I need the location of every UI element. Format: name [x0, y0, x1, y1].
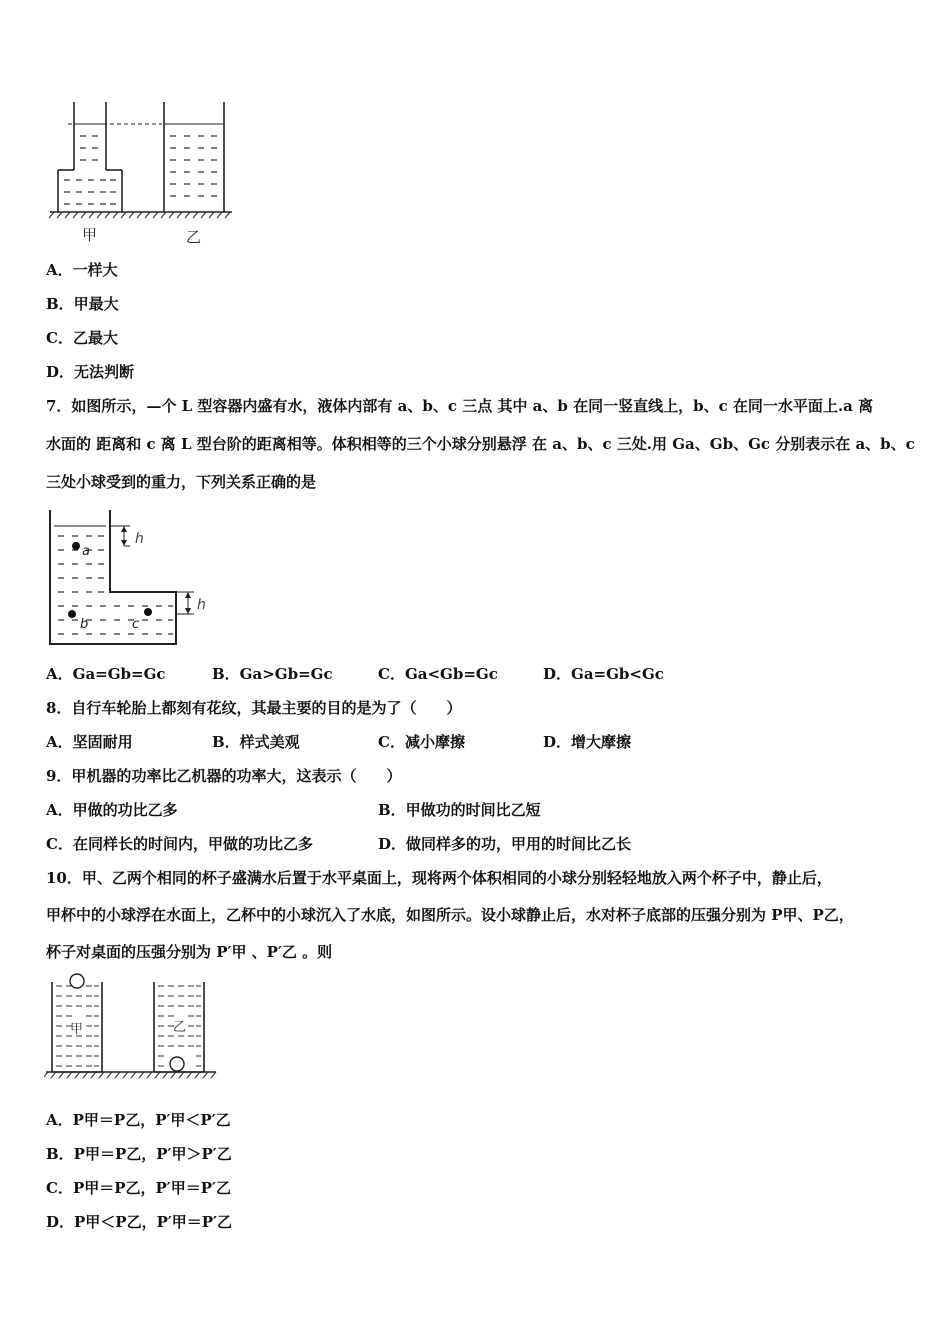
q8-stem: 8．自行车轮胎上都刻有花纹，其最主要的目的是为了（ ） [46, 699, 462, 717]
fig6-label-jia: 甲 [82, 226, 98, 244]
q6-option-a: A．一样大 [46, 261, 118, 279]
q10-stem-line2: 甲杯中的小球浮在水面上，乙杯中的小球沉入了水底，如图所示。设小球静止后，水对杯子底部的压强分别为 P甲、P乙， [46, 906, 854, 924]
q6-option-c: C．乙最大 [46, 329, 118, 347]
q7-fig-label-a: a [82, 544, 90, 559]
q9-option-c: C．在同样长的时间内，甲做的功比乙多 [46, 835, 313, 853]
fig6-label-yi: 乙 [186, 228, 202, 246]
q7-option-c: C．Ga<Gb=Gc [378, 665, 498, 683]
q7-stem-line1: 7．如图所示，—个 L 型容器内盛有水，液体内部有 a、b、c 三点 其中 a、b 在同一竖直线上，b、c 在同一水平面上.a 离 [46, 397, 874, 415]
q9-option-d: D．做同样多的功，甲用的时间比乙长 [378, 835, 632, 853]
q10-fig-label-jia: 甲 [70, 1022, 84, 1037]
q6-option-d: D．无法判断 [46, 363, 135, 381]
q9-stem: 9．甲机器的功率比乙机器的功率大，这表示（ ） [46, 767, 402, 785]
q7-fig-label-c: c [132, 617, 140, 632]
q9-option-a: A．甲做的功比乙多 [46, 801, 178, 819]
q10-stem-line1: 10．甲、乙两个相同的杯子盛满水后置于水平桌面上，现将两个体积相同的小球分别轻轻地放入两个杯子中，静止后， [46, 869, 832, 887]
q7-fig-label-h1: h [135, 531, 144, 547]
q7-fig-label-b: b [80, 617, 89, 632]
q10-fig-label-yi: 乙 [173, 1020, 187, 1035]
q10-option-c: C．P甲＝P乙，P′甲＝P′乙 [46, 1179, 231, 1197]
figure-q6-containers [44, 96, 244, 248]
q7-option-b: B．Ga>Gb=Gc [212, 665, 333, 683]
q10-option-b: B．P甲＝P乙，P′甲＞P′乙 [46, 1145, 232, 1163]
q7-stem-line3: 三处小球受到的重力，下列关系正确的是 [46, 473, 317, 491]
q8-option-a: A．坚固耐用 [46, 733, 133, 751]
q7-option-d: D．Ga=Gb<Gc [543, 665, 664, 683]
q7-fig-label-h2: h [197, 597, 206, 613]
q7-option-a: A．Ga=Gb=Gc [46, 665, 166, 683]
figure-q7-l-container [44, 506, 224, 650]
q10-stem-line3: 杯子对桌面的压强分别为 P′甲 、P′乙 。则 [46, 943, 333, 961]
q8-option-b: B．样式美观 [212, 733, 300, 751]
q6-option-b: B．甲最大 [46, 295, 119, 313]
q10-option-a: A．P甲＝P乙，P′甲＜P′乙 [46, 1111, 231, 1129]
q7-stem-line2: 水面的 距离和 c 离 L 型台阶的距离相等。体积相等的三个小球分别悬浮 在 a、b、c 三处.用 Ga、Gb、Gc 分别表示在 a、b、c [46, 435, 915, 453]
q9-option-b: B．甲做功的时间比乙短 [378, 801, 541, 819]
q8-option-d: D．增大摩擦 [543, 733, 632, 751]
q8-option-c: C．减小摩擦 [378, 733, 465, 751]
q10-option-d: D．P甲＜P乙，P′甲＝P′乙 [46, 1213, 233, 1231]
figure-q10-cups [44, 972, 224, 1090]
